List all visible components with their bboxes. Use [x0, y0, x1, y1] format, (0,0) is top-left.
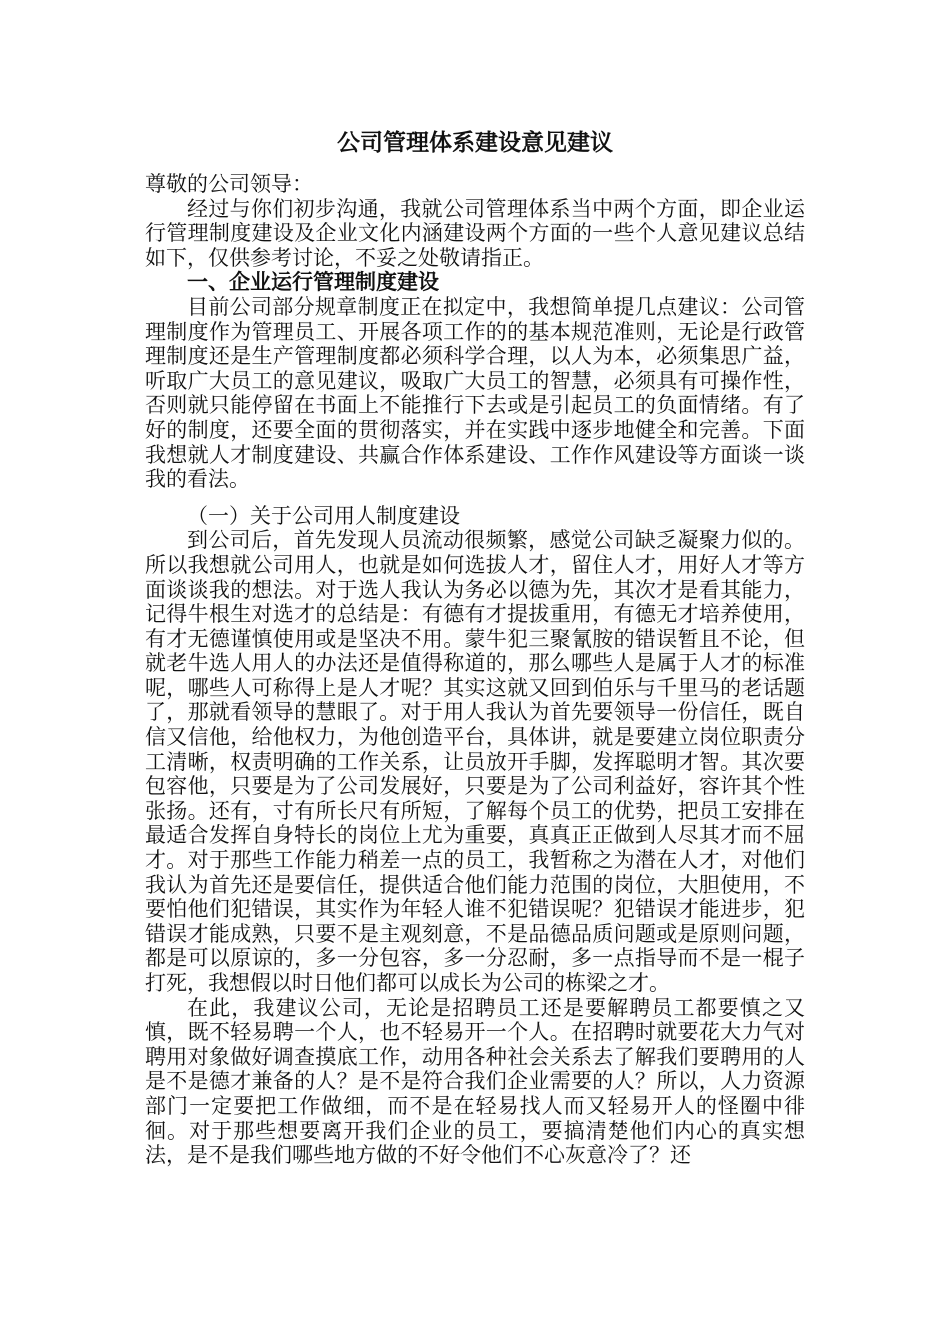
- subsection-heading-1: （一）关于公司用人制度建设: [187, 503, 460, 528]
- document-body: [145, 128, 805, 1168]
- salutation: 尊敬的公司领导：: [145, 172, 313, 196]
- document-title: 公司管理体系建设意见建议: [337, 130, 613, 156]
- intro-paragraph: 经过与你们初步沟通，我就公司管理体系当中两个方面，即企业运行管理制度建设及企业文化内涵建设两个方面的一些个人意见建议总结如下，仅供参考讨论，不妥之处敬请指正。: [145, 196, 805, 270]
- subsection-1-paragraph-1: 到公司后，首先发现人员流动很频繁，感觉公司缺乏凝聚力似的。所以我想就公司用人，也就是如何选拔人才，留住人才，用好人才等方面谈谈我的想法。对于选人我认为务必以德为先，其次才是看其能力，记得牛根生对选才的总结是：有德有才提拔重用，有德无才培养使用，有才无德谨慎使用或是坚决不用。蒙牛犯三聚氰胺的错误暂且不论，但就老牛选人用人的办法还是值得称道的，那么哪些人是属于人才的标准呢，哪些人可称得上是人才呢？其实这就又回到伯乐与千里马的老话题了，那就看领导的慧眼了。对于用人我认为首先要领导一份信任，既自信又信他，给他权力，为他创造平台，具体讲，就是要建立岗位职责分工清晰，权责明确的工作关系，让员放开手脚，发挥聪明才智。其次要包容他，只要是为了公司发展好，只要是为了公司利益好，容许其个性张扬。还有，寸有所长尺有所短，了解每个员工的优势，把员工安排在最适合发挥自身特长的岗位上尤为重要，真真正正做到人尽其才而不屈才。对于那些工作能力稍差一点的员工，我暂称之为潜在人才，对他们我认为首先还是要信任，提供适合他们能力范围的岗位，大胆使用，不要怕他们犯错误，其实作为年轻人谁不犯错误呢？犯错误才能进步，犯错误才能成熟，只要不是主观刻意，不是品德品质问题或是原则问题，都是可以原谅的，多一分包容，多一分忍耐，多一点指导而不是一棍子打死，我想假以时日他们都可以成长为公司的栋梁之才。: [145, 528, 805, 995]
- section-1-paragraph: 目前公司部分规章制度正在拟定中，我想简单提几点建议：公司管理制度作为管理员工、开展各项工作的的基本规范准则，无论是行政管理制度还是生产管理制度都必须科学合理，以人为本，必须集思广益，听取广大员工的意见建议，吸取广大员工的智慧，必须具有可操作性，否则就只能停留在书面上不能推行下去或是引起员工的负面情绪。有了好的制度，还要全面的贯彻落实，并在实践中逐步地健全和完善。下面我想就人才制度建设、共赢合作体系建设、工作作风建设等方面谈一谈我的看法。: [145, 294, 805, 492]
- section-heading-1: 一、企业运行管理制度建设: [187, 270, 439, 295]
- subsection-1-paragraph-2: 在此，我建议公司，无论是招聘员工还是要解聘员工都要慎之又慎，既不轻易聘一个人，也不轻易开一个人。在招聘时就要花大力气对聘用对象做好调查摸底工作，动用各种社会关系去了解我们要聘用的人是不是德才兼备的人？是不是符合我们企业需要的人？所以，人力资源部门一定要把工作做细，而不是在轻易找人而又轻易开人的怪圈中徘徊。对于那些想要离开我们企业的员工，要搞清楚他们内心的真实想法，是不是我们哪些地方做的不好令他们不心灰意冷了？还: [145, 995, 805, 1168]
- paragraph-gap: [145, 492, 805, 504]
